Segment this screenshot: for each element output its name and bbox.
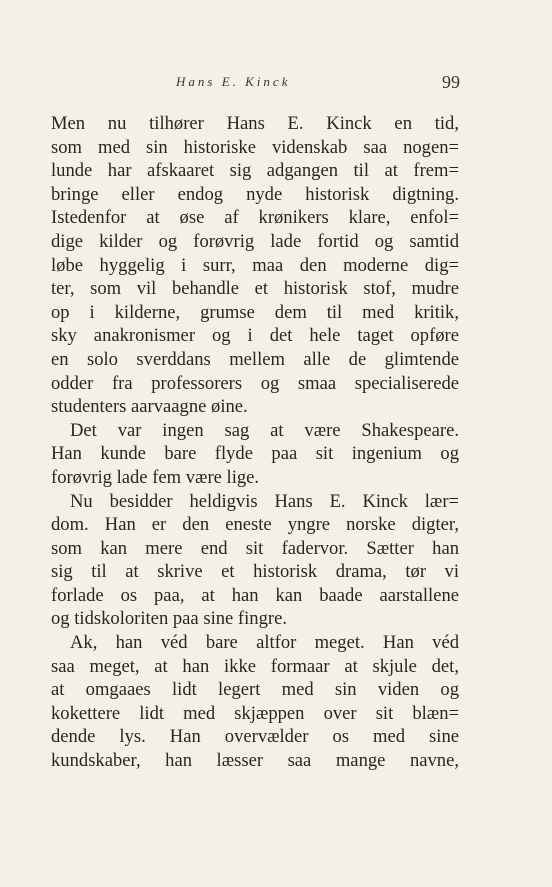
page-header bbox=[52, 74, 460, 96]
text-line: lunde har afskaaret sig adgangen til at frem= bbox=[51, 160, 459, 182]
page-number: 99 bbox=[442, 72, 460, 92]
body-text bbox=[51, 112, 459, 773]
paragraph-start-line: Det var ingen sag at være Shakespeare. bbox=[70, 419, 459, 441]
text-line: at omgaaes lidt legert med sin viden og bbox=[51, 679, 459, 701]
paragraph-start-line: Nu besidder heldigvis Hans E. Kinck lær= bbox=[70, 490, 459, 512]
text-line: og tidskoloriten paa sine fingre. bbox=[51, 608, 287, 630]
text-line: dom. Han er den eneste yngre norske digter, bbox=[51, 514, 459, 536]
text-line: kundskaber, han læsser saa mange navne, bbox=[51, 750, 459, 772]
running-head: Hans E. Kinck bbox=[176, 74, 291, 89]
paragraph-start-line: Ak, han véd bare altfor meget. Han véd bbox=[70, 632, 459, 654]
text-line: studenters aarvaagne øine. bbox=[51, 396, 248, 418]
text-line: som kan mere end sit fadervor. Sætter han bbox=[51, 537, 459, 559]
text-line: bringe eller endog nyde historisk digtning. bbox=[51, 183, 459, 205]
text-line: kokettere lidt med skjæppen over sit blæn= bbox=[51, 702, 459, 724]
text-line: sky anakronismer og i det hele taget opføre bbox=[51, 325, 459, 347]
text-line: sig til at skrive et historisk drama, tør vi bbox=[51, 561, 459, 583]
text-line: som med sin historiske videnskab saa nogen= bbox=[51, 136, 459, 158]
text-line: ter, som vil behandle et historisk stof, mudre bbox=[51, 278, 459, 300]
text-line: saa meget, at han ikke formaar at skjule det, bbox=[51, 655, 459, 677]
text-line: dige kilder og forøvrig lade fortid og samtid bbox=[51, 230, 459, 252]
text-line: forøvrig lade fem være lige. bbox=[51, 466, 260, 488]
text-line: Men nu tilhører Hans E. Kinck en tid, bbox=[51, 113, 459, 134]
text-line: forlade os paa, at han kan baade aarstallene bbox=[51, 584, 459, 606]
text-line: dende lys. Han overvælder os med sine bbox=[51, 726, 459, 748]
text-line: Han kunde bare flyde paa sit ingenium og bbox=[51, 443, 459, 465]
text-line: op i kilderne, grumse dem til med kritik, bbox=[51, 301, 459, 323]
text-line: Istedenfor at øse af krønikers klare, enfol= bbox=[51, 207, 459, 229]
text-line: en solo sverddans mellem alle de glimtende bbox=[51, 348, 459, 370]
text-line: løbe hyggelig i surr, maa den moderne dig= bbox=[51, 254, 459, 276]
text-line: odder fra professorers og smaa specialiserede bbox=[51, 372, 459, 394]
